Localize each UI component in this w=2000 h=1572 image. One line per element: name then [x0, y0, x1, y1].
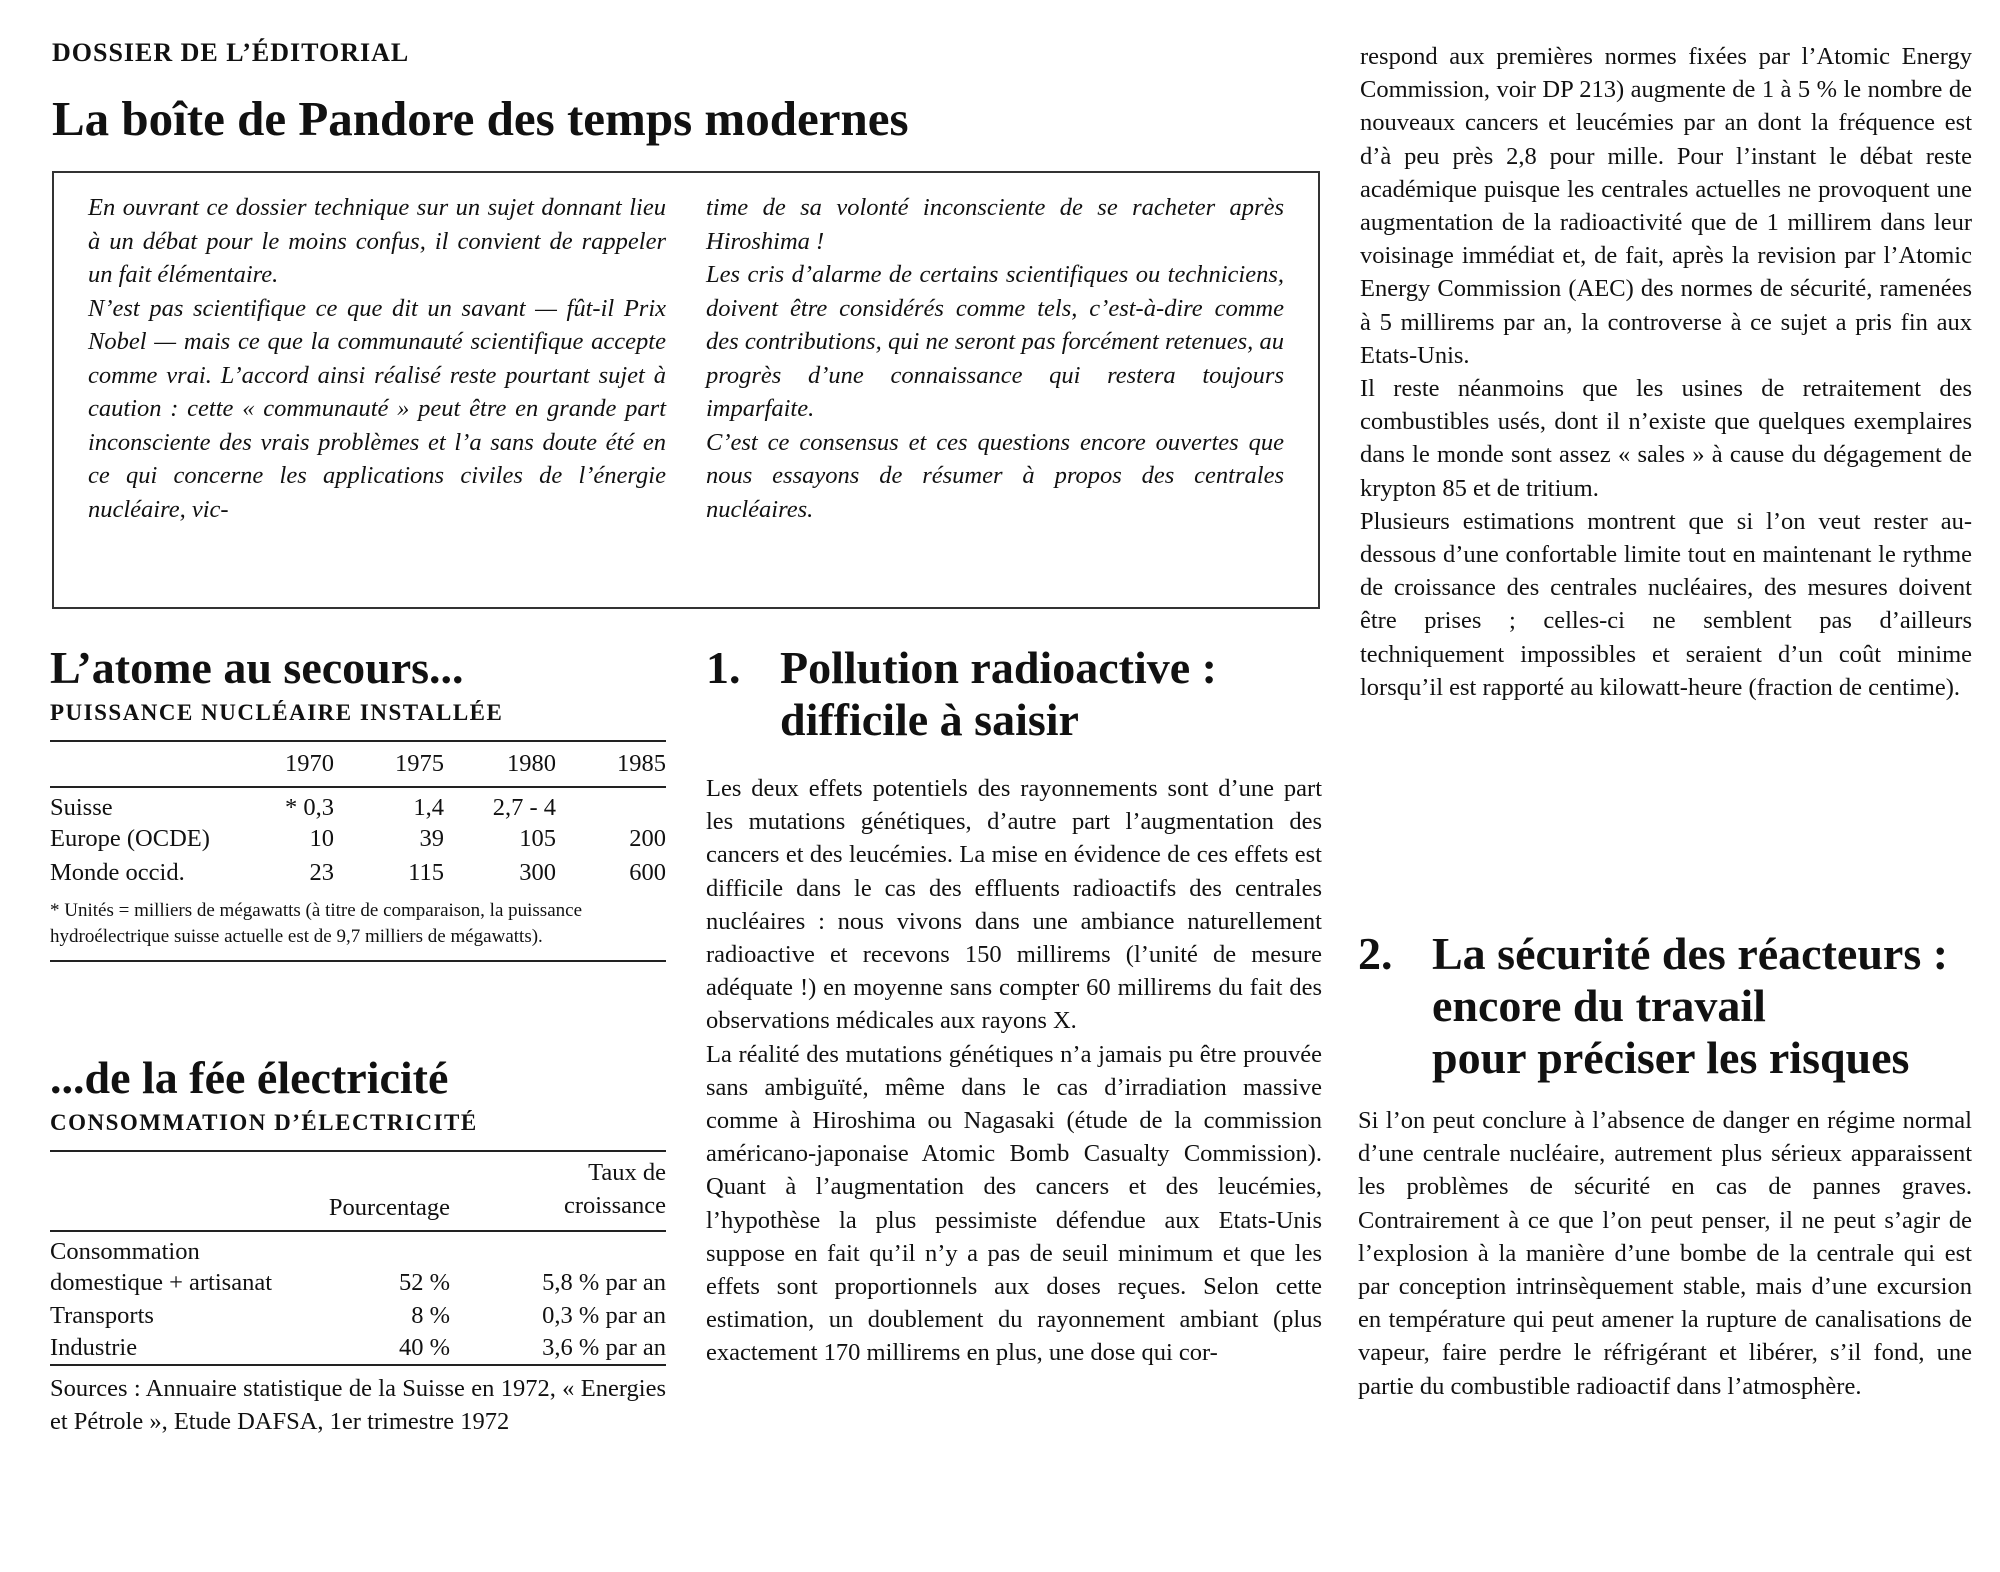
- intro-paragraph: C’est ce consensus et ces questions encore ouvertes que nous essayons de résumer à propos des centrales nucléaires.: [706, 428, 1284, 523]
- pollution-heading-line1: Pollution radioactive :: [780, 642, 1217, 693]
- intro-column-left: [88, 191, 666, 607]
- atom-heading: L’atome au secours...: [50, 642, 464, 693]
- year-header: 1980: [507, 750, 556, 777]
- cell-1985: 600: [629, 859, 666, 886]
- cell-1980: 300: [519, 859, 556, 886]
- cell-rate: 5,8 % par an: [542, 1268, 666, 1296]
- year-header: 1970: [285, 750, 334, 777]
- row-label: Transports: [50, 1301, 154, 1329]
- year-header: 1975: [395, 750, 444, 777]
- table-row: [50, 822, 666, 856]
- atom-section: [50, 642, 666, 962]
- atom-footnote: * Unités = milliers de mégawatts (à titre de comparaison, la puissance hydroélectrique suisse actuelle est de 9,7 milliers de mégawatts).: [50, 898, 666, 962]
- cell-1980: 105: [519, 825, 556, 852]
- pollution-paragraph: Les deux effets potentiels des rayonnements sont d’une part les mutations génétiques, d’autre part l’augmentation des cancers et des leucémies. La mise en évidence de ces effets est difficile dans le cas des effluents radioactifs des centrales nucléaires : nous vivons dans une ambiance naturellement radioactive et recevons 150 millirems (l’unité de mesure adéquate !) en moyenne sans compter 60 millirems du fait des observations médicales aux rayons X.: [706, 775, 1322, 1035]
- col-header-growth-line1: Taux de: [588, 1159, 666, 1186]
- cell-pct: 52 %: [398, 1268, 450, 1296]
- row-label: Europe (OCDE): [50, 825, 210, 852]
- security-section: [1358, 928, 1972, 1403]
- table-header-row: [50, 1151, 666, 1231]
- cell-rate: 3,6 % par an: [542, 1334, 666, 1361]
- cell-rate: [450, 1231, 666, 1266]
- intro-paragraph: N’est pas scientifique ce que dit un savant — fût-il Prix Nobel — mais ce que la communauté scientifique accepte comme vrai. L’accord ainsi réalisé reste pourtant sujet à caution : cette « communauté » peut être en grande part inconsciente des vrais problèmes et l’a sans doute été en ce qui concerne les applications civiles de l’énergie nucléaire, vic-: [88, 294, 666, 523]
- row-label: Monde occid.: [50, 859, 185, 886]
- table-row: [50, 1332, 666, 1365]
- table-header-row: [50, 741, 666, 787]
- cell-1970: 10: [309, 825, 334, 852]
- intro-paragraph: time de sa volonté inconsciente de se racheter après Hiroshima !: [706, 194, 1284, 255]
- cell-rate: 0,3 % par an: [542, 1301, 666, 1329]
- table-row: [50, 1299, 666, 1332]
- cell-1975: 1,4: [413, 794, 444, 821]
- pollution-heading: [706, 642, 1322, 746]
- intro-column-right: [706, 191, 1284, 607]
- right-column-body: [1360, 40, 1972, 704]
- cell-pct: 8 %: [411, 1301, 450, 1329]
- security-heading: [1358, 928, 1972, 1084]
- atom-subheading: PUISSANCE NUCLÉAIRE INSTALLÉE: [50, 700, 504, 725]
- row-label: Suisse: [50, 794, 113, 821]
- year-header: 1985: [617, 750, 666, 777]
- security-heading-line1: La sécurité des réacteurs :: [1432, 928, 1949, 979]
- security-heading-line3: pour préciser les risques: [1432, 1032, 1910, 1083]
- cell-1985: [556, 787, 666, 822]
- pollution-heading-line2: difficile à saisir: [780, 694, 1079, 745]
- right-paragraph: Plusieurs estimations montrent que si l’on veut rester au-dessous d’une confortable limite tout en maintenant le rythme de croissance des centrales nucléaires, des mesures doivent être prises ; celles-ci ne semblent pas d’ailleurs techniquement impossibles et seraient d’un coût minime lorsqu’il est rapporté au kilowatt-heure (fraction de centime).: [1360, 507, 1972, 701]
- electricity-table: [50, 1150, 666, 1366]
- cell-1975: 115: [408, 859, 444, 886]
- cell-1970: 23: [309, 859, 334, 886]
- cell-pct: 40 %: [398, 1334, 450, 1361]
- security-body: Si l’on peut conclure à l’absence de danger en régime normal d’une centrale nucléaire, autrement plus sérieux apparaissent les problèmes de sécurité en cas de pannes graves. Contrairement à ce que l’on peut penser, il ne peut s’agir de l’explosion à la manière d’une bombe de la centrale qui est par conception intrinsèquement stable, mais d’une excursion en température qui peut amener la rupture de canalisations de vapeur, faire perdre le réfrigérant et libérer, s’il fond, une partie du combustible radioactif dans l’atmosphère.: [1358, 1107, 1972, 1400]
- pollution-paragraph: La réalité des mutations génétiques n’a jamais pu être prouvée sans ambiguïté, même dans le cas d’irradiation massive comme à Hiroshima ou Nagasaki (étude de la commission américano-japonaise Atomic Bomb Casualty Commission). Quant à l’augmentation des cancers et des leucémies, l’hypothèse la plus pessimiste défendue aux Etats-Unis suppose en fait qu’il n’y a pas de seuil minimum et que les effets sont proportionnels aux doses reçues. Selon cette estimation, un doublement du rayonnement ambiant (plus exactement 170 millirems en plus, une dose qui cor-: [706, 1040, 1322, 1367]
- intro-paragraph: Les cris d’alarme de certains scientifiques ou techniciens, doivent être considérés comme tels, c’est-à-dire comme des contributions, qui ne seront pas forcément retenues, au progrès d’une connaissance qui restera toujours imparfaite.: [706, 261, 1284, 422]
- cell-1980: 2,7 - 4: [492, 794, 556, 821]
- right-paragraph: respond aux premières normes fixées par l’Atomic Energy Commission, voir DP 213) augmente de 1 à 5 % le nombre de nouveaux cancers et leucémies par an dont la fréquence est d’à peu près 2,8 pour mille. Pour l’instant le débat reste académique puisque les centrales actuelles ne provoquent une augmentation de la radioactivité que de 1 millirem dans leur voisinage immédiat et, de fait, après la revision par l’Atomic Energy Commission (AEC) des normes de sécurité, ramenées à 5 millirems par an, la controverse à ce sujet a pris fin aux Etats-Unis.: [1360, 43, 1972, 369]
- table-row: [50, 1266, 666, 1299]
- table-row: [50, 1231, 666, 1266]
- row-label: Consommation: [50, 1238, 200, 1265]
- electricity-section: [50, 1052, 666, 1438]
- cell-1970: * 0,3: [285, 794, 334, 821]
- cell-pct: [300, 1231, 450, 1266]
- section-number: 1.: [706, 642, 741, 693]
- intro-box: [52, 171, 1320, 609]
- pollution-section: [706, 642, 1322, 1370]
- cell-1975: 39: [419, 825, 444, 852]
- col-header-growth: [450, 1151, 666, 1231]
- page-title: La boîte de Pandore des temps modernes: [52, 91, 909, 146]
- electricity-subheading: CONSOMMATION D’ÉLECTRICITÉ: [50, 1110, 478, 1135]
- row-label: domestique + artisanat: [50, 1268, 273, 1296]
- table-row: [50, 787, 666, 822]
- col-header-percentage: Pourcentage: [328, 1194, 450, 1221]
- nuclear-power-table: [50, 740, 666, 890]
- section-kicker: DOSSIER DE L’ÉDITORIAL: [52, 38, 410, 67]
- security-heading-line2: encore du travail: [1432, 980, 1766, 1031]
- section-number: 2.: [1358, 928, 1393, 979]
- pollution-body: [706, 772, 1322, 1370]
- col-header-growth-line2: croissance: [563, 1192, 666, 1219]
- row-label: Industrie: [50, 1334, 138, 1361]
- right-paragraph: Il reste néanmoins que les usines de retraitement des combustibles usés, dont il n’existe que quelques exemplaires dans le monde sont assez « sales » à cause du dégagement de krypton 85 et de tritium.: [1360, 375, 1972, 502]
- electricity-sources: Sources : Annuaire statistique de la Suisse en 1972, « Energies et Pétrole », Etude DAFSA, 1er trimestre 1972: [50, 1375, 666, 1436]
- electricity-heading: ...de la fée électricité: [50, 1052, 449, 1103]
- table-row: [50, 856, 666, 890]
- cell-1985: 200: [629, 825, 666, 852]
- intro-paragraph: En ouvrant ce dossier technique sur un sujet donnant lieu à un débat pour le moins confus, il convient de rappeler un fait élémentaire.: [88, 194, 666, 288]
